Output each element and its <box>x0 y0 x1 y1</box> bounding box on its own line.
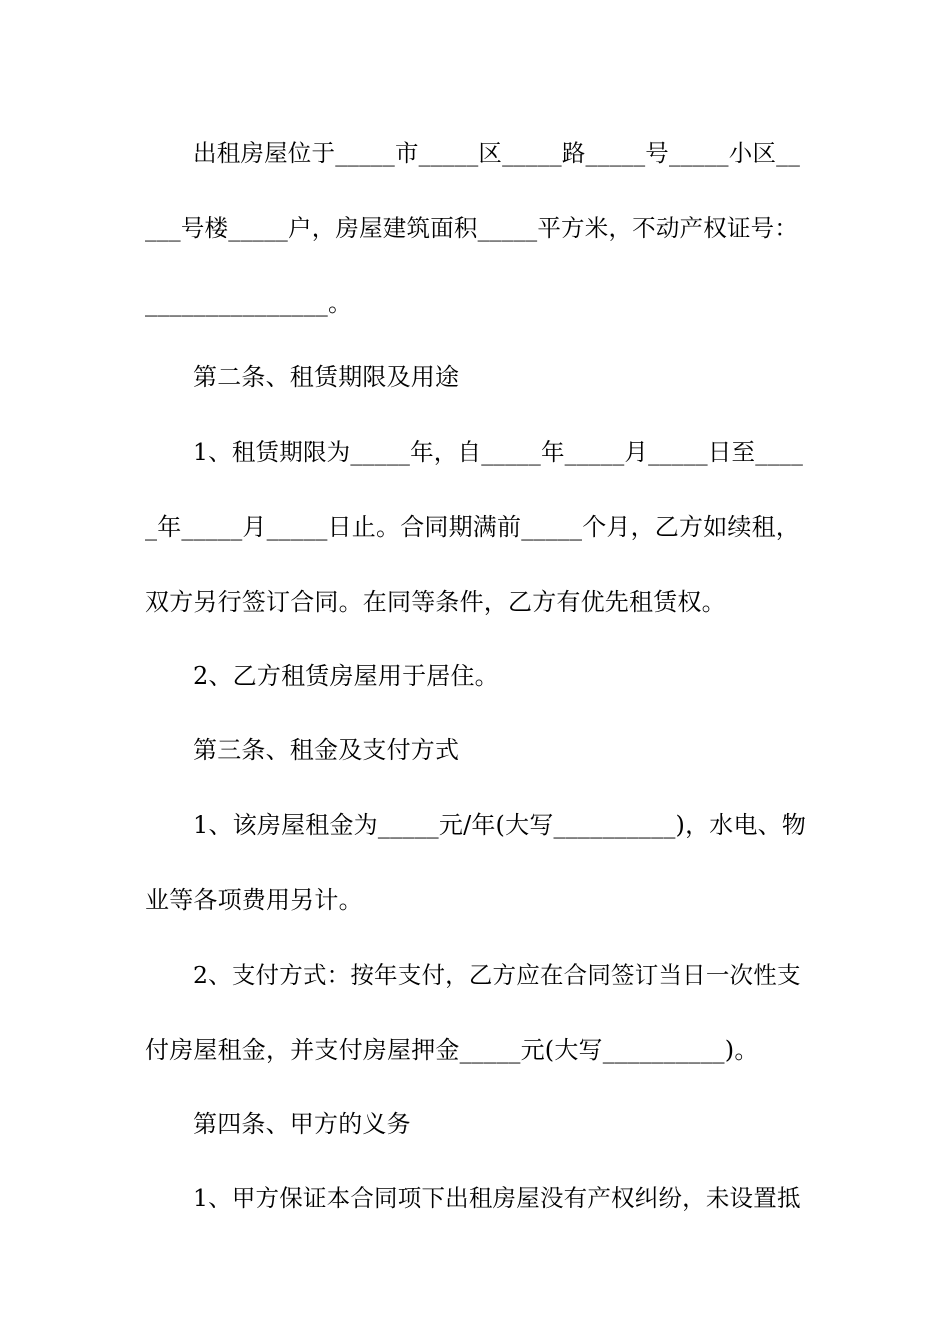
paragraph-line: 业等各项费用另计。 <box>145 886 363 914</box>
section-heading: 第二条、租赁期限及用途 <box>193 363 460 391</box>
paragraph-line: 双方另行签订合同。在同等条件，乙方有优先租赁权。 <box>145 588 726 616</box>
paragraph-line: 1、甲方保证本合同项下出租房屋没有产权纠纷，未设置抵 <box>193 1184 801 1212</box>
paragraph-line: _______________。 <box>145 289 353 317</box>
paragraph-line: 1、该房屋租金为_____元/年(大写__________)，水电、物 <box>193 811 807 839</box>
paragraph-line: 出租房屋位于_____市_____区_____路_____号_____小区__ <box>193 139 801 167</box>
paragraph-line: _年_____月_____日止。合同期满前_____个月，乙方如续租， <box>145 513 800 541</box>
paragraph-line: 2、乙方租赁房屋用于居住。 <box>193 662 499 690</box>
paragraph-line: 1、租赁期限为_____年，自_____年_____月_____日至____ <box>193 438 804 466</box>
section-heading: 第三条、租金及支付方式 <box>193 736 460 764</box>
paragraph-line: ___号楼_____户，房屋建筑面积_____平方米，不动产权证号： <box>145 214 799 242</box>
section-heading: 第四条、甲方的义务 <box>193 1110 411 1138</box>
paragraph-line: 2、支付方式：按年支付，乙方应在合同签订当日一次性支 <box>193 961 801 989</box>
paragraph-line: 付房屋租金，并支付房屋押金_____元(大写__________)。 <box>145 1036 759 1064</box>
